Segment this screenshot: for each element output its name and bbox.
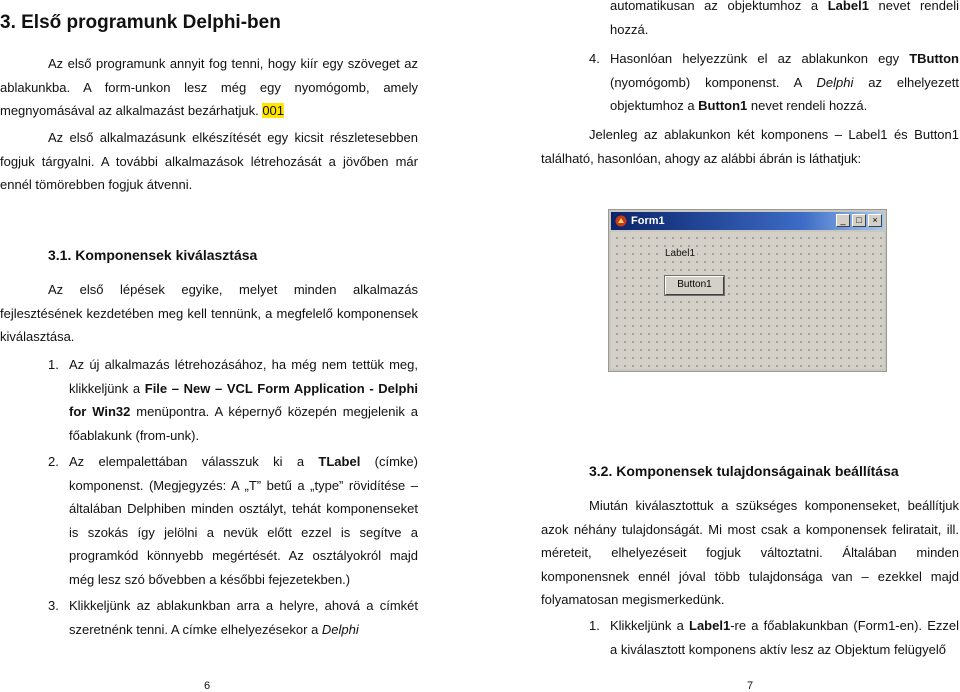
form-title: Form1 — [631, 215, 665, 227]
chapter-heading: 3. Első programunk Delphi-ben — [0, 12, 281, 33]
form-client-area[interactable] — [611, 232, 884, 369]
minimize-icon[interactable]: _ — [836, 214, 850, 227]
delphi-app-icon — [615, 215, 627, 227]
label1-component[interactable]: Label1 — [665, 248, 696, 259]
section-intro-paragraph: Az első lépések egyike, melyet minden alkalmazás fejlesztésének kezdetében meg kell tennünk, a megfelelő komponensek kiválasztása. — [0, 282, 418, 344]
page-number: 7 — [747, 680, 754, 692]
page-number: 6 — [204, 680, 211, 692]
button1-component[interactable]: Button1 — [665, 276, 724, 295]
form-titlebar — [611, 212, 884, 230]
components-paragraph: Jelenleg az ablakunkon két komponens – Label1 és Button1 található, hasonlóan, ahogy az alábbi ábrán is láthatjuk: — [541, 127, 959, 166]
close-icon[interactable]: × — [868, 214, 882, 227]
intro-paragraph: Az első programunk annyit fog tenni, hogy kiír egy szöveget az ablakunkba. A form-unkon lesz még egy nyomógomb, amely megnyomásával az alkalmazást bezárhatjuk. 001 — [0, 56, 418, 118]
form-window — [608, 209, 887, 372]
section-heading-3-1: 3.1. Komponensek kiválasztása — [48, 247, 258, 263]
details-paragraph: Az első alkalmazásunk elkészítését egy kicsit részletesebben fogjuk tárgyalni. A további alkalmazások létrehozását a jövőben már ennél tömörebben fogjuk átvenni. — [0, 130, 418, 192]
highlight-badge: 001 — [262, 103, 285, 118]
section-heading-3-2: 3.2. Komponensek tulajdonságainak beállítása — [589, 463, 899, 479]
maximize-icon[interactable]: □ — [852, 214, 866, 227]
section-3-2-paragraph: Miután kiválasztottuk a szükséges komponenseket, beállítjuk azok néhány tulajdonságát. Mi most csak a komponensek feliratait, ill. méreteit, elhelyezéseit fogjuk változtatni. Általában minden komponensnek ennél jóval több tulajdonsága van – ezekkel majd folyamatosan megismerkedünk. — [541, 498, 959, 607]
